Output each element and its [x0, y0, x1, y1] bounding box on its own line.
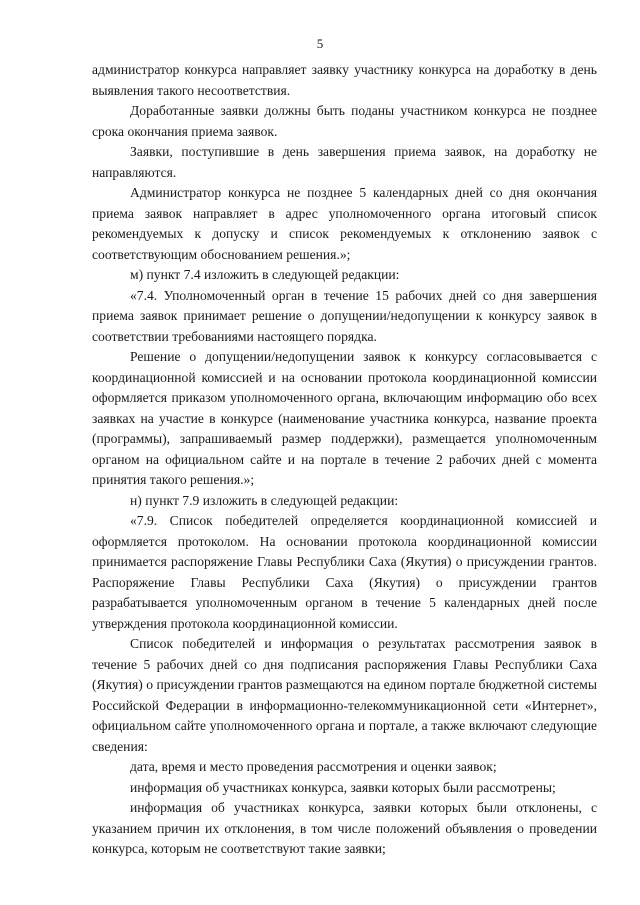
- paragraph: Администратор конкурса не позднее 5 календарных дней со дня окончания приема заявок направляет в адрес уполномоченного органа итоговый список рекомендуемых к допуску и список рекомендуемых к отклонению заявок с соответствующим обоснованием решения.»;: [92, 185, 597, 262]
- page-number: 5: [316, 36, 324, 51]
- paragraph: м) пункт 7.4 изложить в следующей редакции:: [130, 267, 400, 282]
- paragraph: информация об участниках конкурса, заявки которых были рассмотрены;: [130, 779, 556, 795]
- paragraph: Доработанные заявки должны быть поданы участником конкурса не позднее срока окончания приема заявок.: [92, 103, 597, 139]
- paragraph: «7.9. Список победителей определяется координационной комиссией и оформляется протоколом. На основании протокола координационной комиссии принимается распоряжение Главы Республики Саха (Якутия) о присуждении грантов. Распоряжение Главы Республики Саха (Якутия) о присуждении грантов разрабатывается уполномоченным органом в течение 5 календарных дней после утверждения протокола координационной комиссии.: [92, 513, 597, 631]
- paragraph: дата, время и место проведения рассмотрения и оценки заявок;: [130, 759, 497, 774]
- paragraph: информация об участниках конкурса, заявки которых были отклонены, с указанием причин их отклонения, в том числе положений объявления о проведении конкурса, которым не соответствуют такие заявки;: [92, 800, 597, 856]
- paragraph: «7.4. Уполномоченный орган в течение 15 рабочих дней со дня завершения приема заявок принимает решение о допущении/недопущении к конкурсу заявок в соответствии требованиями настоящего порядка.: [92, 287, 597, 344]
- paragraph: Решение о допущении/недопущении заявок к конкурсу согласовывается с координационной комиссией и на основании протокола координационной комиссии оформляется приказом уполномоченного органа, включающим информацию обо всех заявках на участие в конкурсе (наименование участника конкурса, название проекта (программы), запрашиваемый размер поддержки), размещается уполномоченным органом на официальном сайте и на портале в течение 2 рабочих дней с момента принятия такого решения.»;: [92, 349, 597, 487]
- paragraph: администратор конкурса направляет заявку участнику конкурса на доработку в день выявления такого несоответствия.: [92, 62, 597, 98]
- document-body: [92, 60, 597, 860]
- paragraph: Список победителей и информация о результатах рассмотрения заявок в течение 5 рабочих дней со дня подписания распоряжения Главы Республики Саха (Якутия) о присуждении грантов размещаются на едином портале бюджетной системы Российской Федерации в информационно-телекоммуникационной сети «Интернет», официальном сайте уполномоченного органа и портале, а также включают следующие сведения:: [92, 636, 597, 754]
- paragraph: н) пункт 7.9 изложить в следующей редакции:: [130, 492, 399, 508]
- paragraph: Заявки, поступившие в день завершения приема заявок, на доработку не направляются.: [92, 144, 597, 180]
